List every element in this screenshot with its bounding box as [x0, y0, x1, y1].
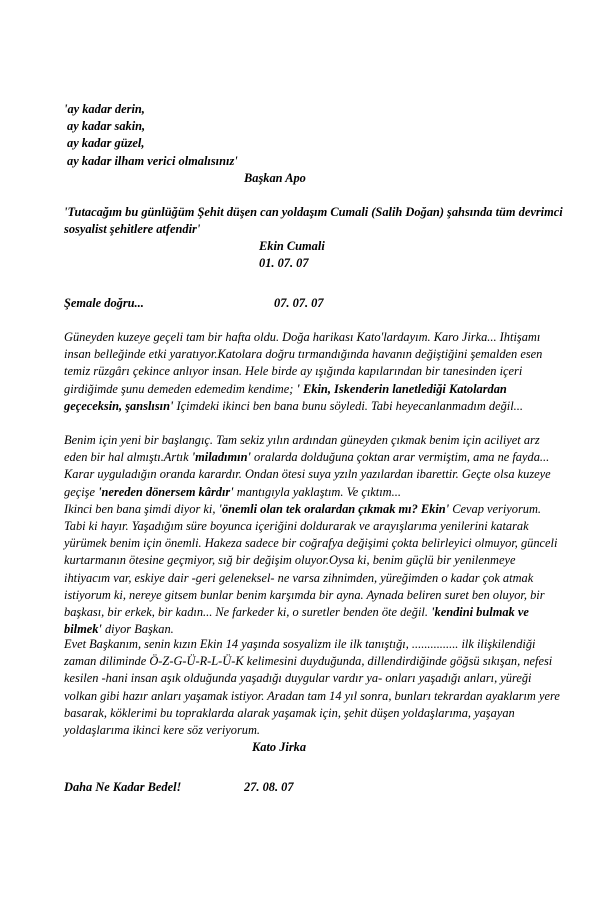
poem-line: ay kadar ilham verici olmalısınız': [67, 153, 238, 168]
entry-date: 07. 07. 07: [274, 296, 324, 310]
entry-paragraph: Evet Başkanım, senin kızın Ekin 14 yaşında sosyalizm ile ilk tanıştığı, ............... ilk ilişkilendiği zaman diliminde Ö-Z-G-Ü-R-L-Ü-K kelimesini duyduğunda, dillendirdiğinde göğsü sıkışan, nefesi kesilen -hani insan aşık olduğunda yaşadığı duygular vardır ya- onları yaşadığı anları, yüreği volkan gibi hazır anları yaşamak istiyor. Aradan tam 14 yıl sonra, bunları tekrardan ayaklarım yere basarak, köklerimi bu topraklarda alarak yaşamak için, şehit düşen yoldaşlarıma, yaşayan yoldaşlarıma ikinci kere söz veriyorum.: [64, 637, 560, 738]
poem-author: Başkan Apo: [244, 171, 306, 185]
entry-signature: Kato Jirka: [252, 740, 307, 754]
poem-line: 'ay kadar derin,: [64, 102, 145, 116]
dedication-author: Ekin Cumali: [259, 239, 325, 253]
entry-paragraph: Güneyden kuzeye geçeli tam bir hafta oldu. Doğa harikası Kato'lardayım. Karo Jirka... Ihtişamı insan belleğinde etki yaratıyor.Katolara doğru tırmandığında havanın değiştiğini şemalden esen temiz rüzgârı çekince anlıyor insan. Hele birde ay ışığında kapılarından bir tanesinden içeri girdiğimde şunu demeden edemedim kendime; ' Ekin, Iskenderin lanetlediği Katolardan geçeceksin, şanslısın' Içimdeki ikinci ben bana bunu söyledi. Tabi heyecanlanmadım değil...: [64, 330, 543, 413]
dedication-date: 01. 07. 07: [259, 256, 309, 270]
poem-line: ay kadar güzel,: [67, 136, 145, 151]
dedication-text: 'Tutacağım bu günlüğüm Şehit düşen can yoldaşım Cumali (Salih Doğan) şahsında tüm devrimci sosyalist şehitlere atfendir': [64, 205, 563, 237]
entry-paragraph: Benim için yeni bir başlangıç. Tam sekiz yılın ardından güneyden çıkmak benim için aciliyet arz eden bir hal almıştı.Artık 'miladımın' oralarda dolduğuna çoktan arar vermiştim, ama ne fayda... Karar uyguladığın oranda karardır. Ondan ötesi suya yzıln yazılardan ibarettir. Geçte olsa kuzeye geçişe 'nereden dönersem kârdır' mantıgıyla yaklaştım. Ve çıktım... Ikinci ben bana şimdi diyor ki, 'önemli olan tek oralardan çıkmak mı? Ekin' Cevap veriyorum. Tabi ki hayır. Yaşadığım süre boyunca içeriğini doldurarak ve arayışlarıma yenilerini katarak yürümek benim için önemli. Hakeza sadece bir coğrafya değişimi çokta belirleyici olmuyor, günceli kurtarmanın ötesine geçmiyor, sığ bir değişim oluyor.Oysa ki, benim güçlü bir yenilenmeye ihtiyacım var, eskiye dair -geri geleneksel- ne varsa zihnimden, yüreğimden o kadar çok atmak istiyorum ki, nereye gitsem bunlar benim karşımda bir ayna. Aynada beliren suret ben oluyor, bir başkası, bir erkek, bir kadın... Ne farkeder ki, o suretler benden öte değil. 'kendini bulmak ve bilmek' diyor Başkan.: [64, 433, 558, 637]
poem-block: [64, 101, 569, 170]
entry-date: 27. 08. 07: [244, 780, 294, 794]
entry-title: Şemale doğru...: [64, 296, 144, 310]
poem-line: ay kadar sakin,: [67, 119, 146, 134]
entry-title: Daha Ne Kadar Bedel!: [64, 780, 182, 794]
